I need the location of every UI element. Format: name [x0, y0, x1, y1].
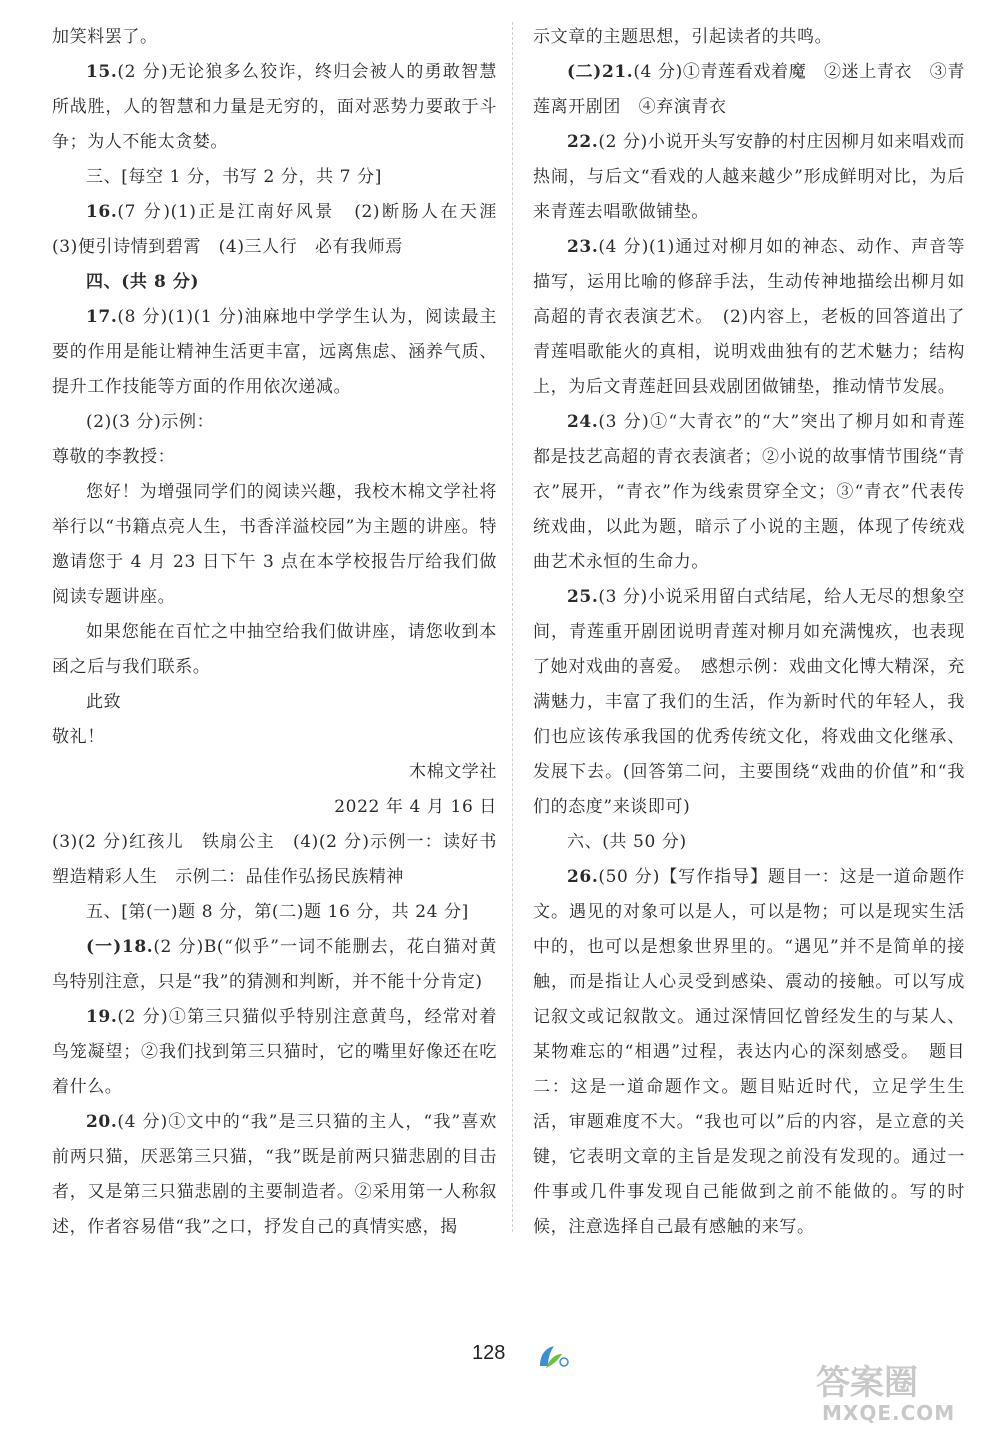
question-number: 17.: [86, 307, 118, 327]
section-heading-4: 四、(共 8 分): [86, 272, 200, 292]
answer-23: [533, 230, 965, 405]
right-column: [533, 20, 965, 1245]
letter-signature: 木棉文学社: [409, 762, 497, 782]
answer-17-2: (2)(3 分)示例：: [86, 412, 215, 432]
para-continuation: 加笑料罢了。: [52, 27, 158, 47]
watermark-title: 答案圈: [816, 1363, 918, 1403]
letter-closing: 此致: [86, 692, 122, 712]
letter-date: 2022 年 4 月 16 日: [334, 797, 497, 817]
answer-21: [533, 55, 965, 125]
answer-text: (3 分)小说采用留白式结尾，给人无尽的想象空间，青莲重开剧团说明青莲对柳月如充满愧疚，也表现了她对戏曲的喜爱。 感想示例：戏曲文化博大精深，充满魅力，丰富了我们的生活，作为新时代的年轻人，我们也应该传承我国的优秀传统文化，将戏曲文化继承、发展下去。(回答第二问，主要围绕“戏曲的价值”和“我们的态度”来谈即可): [533, 587, 965, 817]
answer-text: (2 分)小说开头写安静的村庄因柳月如来唱戏而热闹，与后文“看戏的人越来越少”形成鲜明对比，为后来青莲去唱歌做铺垫。: [533, 132, 965, 222]
answer-25: [533, 580, 965, 825]
answer-text: (2 分)无论狼多么狡诈，终归会被人的勇敢智慧所战胜，人的智慧和力量是无穷的，面对恶势力要敢于斗争；为人不能太贪婪。: [52, 62, 497, 152]
answer-19: [52, 1000, 497, 1105]
answer-text: (2 分)B(“似乎”一词不能删去，花白猫对黄鸟特别注意，只是“我”的猜测和判断，并不能十分肯定): [52, 937, 497, 992]
answer-text: (50 分)【写作指导】题目一：这是一道命题作文。遇见的对象可以是人，可以是物；可以是现实生活中的，也可以是想象世界里的。“遇见”并不是简单的接触，而是指让人心灵受到感染、震动的接触。可以写成记叙文或记叙散文。通过深情回忆曾经发生的与某人、某物难忘的“相遇”过程，表达内心的深刻感受。 题目二：这是一道命题作文。题目贴近时代，立足学生生活，审题难度不大。“我也可以”后的内容，是立意的关键，它表明文章的主旨是发现之前没有发现的。通过一件事或几件事发现自己能做到之前不能做的。写的时候，注意选择自己最有感触的来写。: [533, 867, 965, 1237]
answer-16: [52, 195, 515, 265]
question-number: 26.: [567, 867, 599, 887]
question-number: 20.: [86, 1112, 118, 1132]
left-column: [52, 20, 515, 1245]
answer-24: [533, 405, 965, 580]
question-number: 25.: [567, 587, 599, 607]
letter-body-2: 如果您能在百忙之中抽空给我们做讲座，请您收到本函之后与我们联系。: [52, 622, 497, 677]
answer-text: (2 分)①第三只猫似乎特别注意黄鸟，经常对着鸟笼凝望；②我们找到第三只猫时，它的嘴里好像还在吃着什么。: [52, 1007, 497, 1097]
section-heading-5: 五、[第(一)题 8 分，第(二)题 16 分，共 24 分]: [86, 902, 469, 922]
section-heading-6: 六、(共 50 分): [567, 832, 687, 852]
answer-text: (4 分)①青莲看戏着魔 ②迷上青衣 ③青莲离开剧团 ④弃演青衣: [533, 62, 965, 117]
answer-20: [52, 1105, 497, 1245]
answer-text: (7 分)(1)正是江南好风景 (2)断肠人在天涯 (3)便引诗情到碧霄 (4)三人行 必有我师焉: [52, 202, 515, 257]
question-number: (二)21.: [567, 62, 634, 82]
answer-text: (4 分)(1)通过对柳月如的神态、动作、声音等描写，运用比喻的修辞手法，生动传神地描绘出柳月如高超的青衣表演艺术。 (2)内容上，老板的回答道出了青莲唱歌能火的真相，说明戏曲独有的艺术魅力；结构上，为后文青莲赶回县戏剧团做铺垫，推动情节发展。: [533, 237, 965, 397]
question-number: 19.: [86, 1007, 118, 1027]
page-number: 128: [472, 1342, 506, 1364]
watermark-url: MXQE.COM: [822, 1401, 956, 1425]
letter-greeting: 尊敬的李教授：: [52, 447, 176, 467]
answer-text: (8 分)(1)(1 分)油麻地中学学生认为，阅读最主要的作用是能让精神生活更丰富，远离焦虑、涵养气质、提升工作技能等方面的作用依次递减。: [52, 307, 497, 397]
question-number: 15.: [86, 62, 118, 82]
answer-text: (4 分)①文中的“我”是三只猫的主人，“我”喜欢前两只猫，厌恶第三只猫，“我”既是前两只猫悲剧的目击者，又是第三只猫悲剧的主要制造者。②采用第一人称叙述，作者容易借“我”之口，抒发自己的真情实感，揭: [52, 1112, 497, 1237]
watermark-logo: [812, 1360, 982, 1430]
answer-17: [52, 300, 497, 405]
question-number: 23.: [567, 237, 599, 257]
letter-salute: 敬礼！: [52, 727, 105, 747]
question-number: 22.: [567, 132, 599, 152]
para-continuation: 示文章的主题思想，引起读者的共鸣。: [533, 27, 833, 47]
question-number: 16.: [86, 202, 118, 222]
answer-17-3-4: (3)(2 分)红孩儿 铁扇公主 (4)(2 分)示例一：读好书塑造精彩人生 示例二：品佳作弘扬民族精神: [52, 832, 497, 887]
section-heading-3: 三、[每空 1 分，书写 2 分，共 7 分]: [86, 167, 382, 187]
answer-26: [533, 860, 965, 1245]
answer-text: (3 分)①“大青衣”的“大”突出了柳月如和青莲都是技艺高超的青衣表演者；②小说的故事情节围绕“青衣”展开，“青衣”作为线索贯穿全文；③“青衣”代表传统戏曲，以此为题，暗示了小说的主题，体现了传统戏曲艺术永恒的生命力。: [533, 412, 965, 572]
answer-15: [52, 55, 497, 160]
answer-18: [52, 930, 497, 1000]
question-number: 24.: [567, 412, 599, 432]
answer-22: [533, 125, 965, 230]
leaf-logo-icon: [536, 1344, 570, 1374]
question-number: (一)18.: [86, 937, 154, 957]
letter-body-1: 您好！为增强同学们的阅读兴趣，我校木棉文学社将举行以“书籍点亮人生，书香洋溢校园”为主题的讲座。特邀请您于 4 月 23 日下午 3 点在本学校报告厅给我们做阅读专题讲座。: [52, 482, 497, 607]
